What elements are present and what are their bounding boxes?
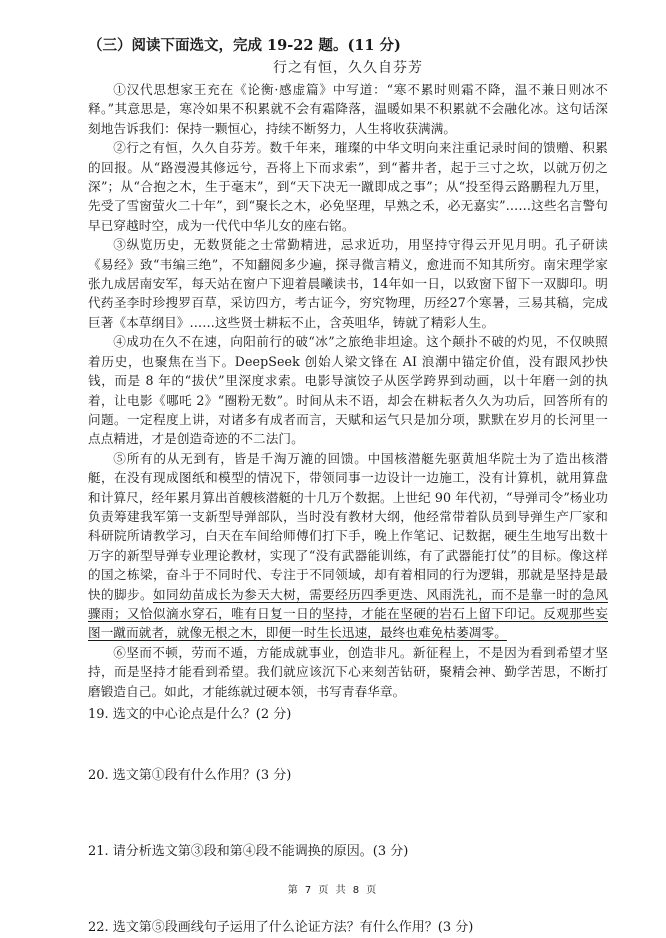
question-19: 19. 选文的中心论点是什么？(2 分) [88,707,292,722]
article-body [88,80,608,701]
underlined-sentence: 如同幼苗成长为参天大树，需要经历四季更迭、风雨洗礼，而不是靠一时的急风骤雨；又恰似滴水穿石，唯有日复一日的坚持，才能在坚硬的岩石上留下印记。反观那些妄图一蹴而就者，就像无根之木，即便一时生长迅速，最终也难免枯萎凋零。 [88,586,609,641]
question-20: 20. 选文第①段有什么作用？(3 分) [88,768,292,783]
paragraph-3: ③纵览历史，无数贤能之士常勤精进，忌求近功，用坚持守得云开见月明。孔子研读《易经》致“韦编三绝”，不知翻阅多少遍，探寻微言精义，愈进而不知其所穷。南宋理学家张九成居南安军，每天站在窗户下迎着晨曦读书，14年如一日，以致窗下留下一双脚印。明代药圣李时珍搜罗百草，采访四方，考古证今，穷究物理，历经27个寒暑，三易其稿，完成巨著《本草纲目》……这些贤士耕耘不止，含英咀华，铸就了精彩人生。 [88,237,608,330]
section-heading: （三）阅读下面选文，完成 19-22 题。(11 分) [88,37,401,54]
question-22: 22. 选文第⑤段画线句子运用了什么论证方法？有什么作用？(3 分) [88,920,474,935]
article-title: 行之有恒，久久自芬芳 [273,60,423,76]
question-list [88,705,608,938]
paragraph-1: ①汉代思想家王充在《论衡·感虚篇》中写道：“寒不累时则霜不降，温不兼日则冰不释。”其意思是，寒冷如果不积累就不会有霜降落，温暖如果不积累就不会融化冰。这句话深刻地告诉我们：保持一颗恒心，持续不断努力，人生将收获满满。 [88,82,608,136]
paragraph-4: ④成功在久不在速，向阳前行的破“冰”之旅绝非坦途。这个颠扑不破的灼见，不仅映照着历史，也聚焦在当下。DeepSeek 创始人梁文锋在 AI 浪潮中锚定价值，没有跟风抄快钱，而是 8 年的“拔伏”里深度求索。电影导演饺子从医学跨界到动画，以十年磨一剑的执着，让电影《哪吒 2》“圈粉无数”。时间从未不语，却会在耕耘者久久为功后，回答所有的问题。一定程度上讲，对诸多有成者而言，天赋和运气只是加分项，默默在岁月的长河里一点点精进，才是创造奇迹的不二法门。 [88,334,608,447]
paragraph-2: ②行之有恒，久久自芬芳。数千年来，璀璨的中华文明向来注重记录时间的馈赠、积累的回报。从“路漫漫其修远兮，吾将上下而求索”，到“蓄井者，起于三寸之坎，以就万仞之深”；从“合抱之木，生于毫末”，到“天下决无一蹴即成之事”；从“投至得云路鹏程九万里，先受了雪窗萤火二十年”，到“聚长之木，必免坚理，早熟之禾，必无嘉实”……这些名言警句早已穿越时空，成为一代代中华儿女的座右铭。 [88,140,608,233]
question-21: 21. 请分析选文第③段和第④段不能调换的原因。(3 分) [88,844,409,859]
paragraph-5 [88,449,608,643]
page-footer: 第 7 页 共 8 页 [287,885,379,896]
paragraph-5-text: ⑤所有的从无到有，皆是千淘万漉的回馈。中国核潜艇先驱黄旭华院士为了造出核潜艇，在没有现成图纸和模型的情况下，带领同事一边设计一边施工，没有计算机，就用算盘和计算尺，经年累月算出首艘核潜艇的十几万个数据。上世纪 90 年代初，“导弹司令”杨业功负责筹建我军第一支新型导弹部队，当时没有教材大纲，他经常带着队员到导弹生产厂家和科研院所请教学习，白天在车间给师傅们打下手，晚上作笔记、记数据，硬生生地写出数十万字的新型导弹专业理论教材，实现了“没有武器能训练，有了武器能打仗”的目标。像这样的国之栋梁，奋斗于不同时代、专注于不同领域，却有着相同的行为逻辑，那就是坚持是最快的脚步。 [88,450,608,602]
paragraph-6: ⑥坚而不顿，劳而不遁，方能成就事业，创造非凡。新征程上，不是因为看到希望才坚持，而是坚持才能看到希望。我们就应该沉下心来刻苦钻研，聚精会神、勤学苦思，不断打磨锻造自己。如此，才能练就过硬本领，书写青春华章。 [88,644,608,699]
